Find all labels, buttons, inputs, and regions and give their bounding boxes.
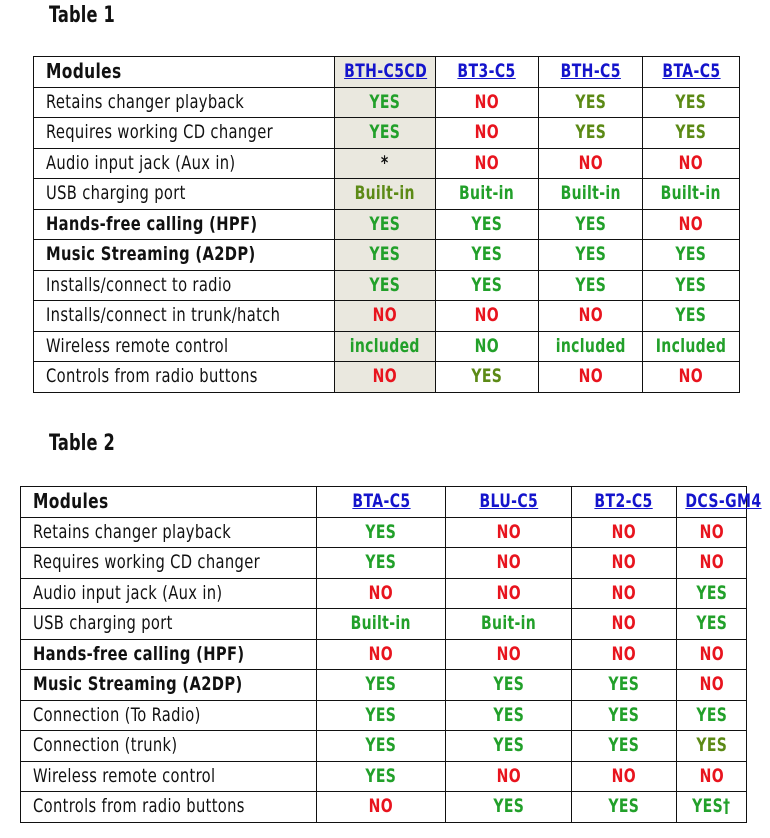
value-cell <box>677 578 747 609</box>
value-text: YES <box>696 612 727 635</box>
table-row <box>34 240 740 271</box>
value-text: NO <box>578 304 603 327</box>
value-cell <box>643 209 740 240</box>
value-text: YES <box>675 304 707 327</box>
value-cell <box>317 792 446 823</box>
value-cell <box>539 87 643 118</box>
value-text: included <box>555 334 626 357</box>
table-row <box>34 118 740 149</box>
feature-label-cell <box>21 578 317 609</box>
module-header-dcs-gm4[interactable] <box>677 487 762 518</box>
value-cell <box>446 731 572 762</box>
value-cell <box>572 609 677 640</box>
table-row <box>21 609 747 640</box>
module-link[interactable]: BTH-C5CD <box>344 60 428 83</box>
value-text: YES <box>369 273 401 296</box>
value-text: * <box>381 151 389 174</box>
value-cell <box>317 700 446 731</box>
value-text: YES <box>471 273 503 296</box>
value-cell <box>539 331 643 362</box>
value-text: YES <box>493 734 524 757</box>
table-row <box>34 148 740 179</box>
feature-label: Controls from radio buttons <box>46 365 258 388</box>
value-cell <box>436 331 539 362</box>
value-text: NO <box>474 334 500 357</box>
feature-label: Hands-free calling (HPF) <box>33 642 245 665</box>
table-row <box>34 301 740 332</box>
value-text: NO <box>611 581 637 604</box>
value-text: NO <box>699 520 724 543</box>
value-text: NO <box>678 151 704 174</box>
value-cell <box>436 362 539 393</box>
table-row <box>21 700 747 731</box>
value-text: NO <box>578 151 603 174</box>
value-text: Buit-in <box>480 612 537 635</box>
feature-label: Retains changer playback <box>46 90 245 113</box>
feature-label: Wireless remote control <box>33 764 216 787</box>
value-cell <box>335 148 436 179</box>
value-text: YES <box>575 121 606 144</box>
value-cell <box>436 118 539 149</box>
header-row <box>34 57 740 88</box>
value-text: Built-in <box>354 182 416 205</box>
modules-header-label: Modules <box>33 489 109 514</box>
value-text: YES <box>675 243 707 266</box>
feature-label: Installs/connect in trunk/hatch <box>46 304 281 327</box>
value-text: NO <box>611 764 637 787</box>
value-text: included <box>349 334 421 357</box>
value-text: YES <box>471 212 503 235</box>
value-cell <box>677 609 747 640</box>
feature-label: Connection (trunk) <box>33 734 178 757</box>
feature-label-cell <box>21 761 317 792</box>
value-text: Included <box>655 334 727 357</box>
value-text: NO <box>474 151 500 174</box>
value-text: NO <box>474 304 500 327</box>
value-text: YES <box>493 673 524 696</box>
value-cell <box>446 578 572 609</box>
module-link[interactable]: BTH-C5 <box>560 60 621 83</box>
value-text: Buit-in <box>459 182 515 205</box>
value-cell <box>317 609 446 640</box>
value-text: NO <box>611 520 637 543</box>
feature-label-cell <box>21 609 317 640</box>
value-cell <box>335 118 436 149</box>
feature-label: Requires working CD changer <box>46 121 273 144</box>
value-cell <box>572 670 677 701</box>
module-header-bt3-c5[interactable] <box>436 57 539 88</box>
feature-label-cell <box>21 517 317 548</box>
modules-header-label: Modules <box>46 59 122 84</box>
value-text: YES <box>575 243 606 266</box>
feature-label-cell <box>34 179 335 210</box>
value-cell <box>446 517 572 548</box>
value-text: YES <box>696 581 727 604</box>
value-text: NO <box>678 212 704 235</box>
value-text: YES <box>575 212 606 235</box>
value-cell <box>643 270 740 301</box>
value-text: YES <box>493 703 524 726</box>
value-cell <box>572 639 677 670</box>
module-header-bth-c5[interactable] <box>539 57 643 88</box>
feature-label-cell <box>34 87 335 118</box>
module-link[interactable]: BTA-C5 <box>661 60 721 83</box>
feature-label: Music Streaming (A2DP) <box>33 673 243 696</box>
feature-label: Wireless remote control <box>46 334 229 357</box>
value-cell <box>335 209 436 240</box>
value-text: NO <box>699 642 724 665</box>
value-cell <box>317 548 446 579</box>
value-text: YES <box>608 795 640 818</box>
feature-label: Installs/connect to radio <box>46 273 232 296</box>
value-cell <box>335 270 436 301</box>
value-text: NO <box>699 764 724 787</box>
value-text: NO <box>496 764 521 787</box>
table-row <box>21 517 747 548</box>
value-cell <box>446 670 572 701</box>
table-row <box>21 731 747 762</box>
module-header-bth-c5cd[interactable] <box>335 57 436 88</box>
value-text: YES <box>608 703 640 726</box>
table-row <box>21 761 747 792</box>
value-cell <box>572 731 677 762</box>
value-text: YES <box>675 273 707 296</box>
table-row <box>21 578 747 609</box>
value-cell <box>677 731 747 762</box>
module-header-bta-c5[interactable] <box>643 57 740 88</box>
value-cell <box>436 148 539 179</box>
value-text: NO <box>496 551 521 574</box>
feature-label: Audio input jack (Aux in) <box>33 581 223 604</box>
table-row <box>21 670 747 701</box>
value-text: YES <box>471 365 503 388</box>
value-cell <box>436 270 539 301</box>
value-cell <box>317 578 446 609</box>
value-cell <box>335 331 436 362</box>
table-1-title: Table 1 <box>49 3 115 28</box>
value-cell <box>436 179 539 210</box>
value-cell <box>539 301 643 332</box>
feature-label: Music Streaming (A2DP) <box>46 243 256 266</box>
table-row <box>34 362 740 393</box>
value-text: YES <box>369 90 401 113</box>
table-row <box>21 792 747 823</box>
table-row <box>34 179 740 210</box>
feature-label-cell <box>21 731 317 762</box>
value-text: Built-in <box>350 612 412 635</box>
value-text: YES† <box>692 795 731 818</box>
modules-header <box>21 487 317 518</box>
feature-label-cell <box>34 362 335 393</box>
value-text: YES <box>365 673 397 696</box>
feature-label-cell <box>21 639 317 670</box>
value-cell <box>643 179 740 210</box>
value-cell <box>335 179 436 210</box>
value-text: YES <box>696 703 727 726</box>
feature-label: Audio input jack (Aux in) <box>46 151 236 174</box>
module-header-bta-c5[interactable] <box>317 487 446 518</box>
comparison-table-1 <box>33 56 740 393</box>
feature-label: USB charging port <box>46 182 186 205</box>
value-cell <box>677 639 747 670</box>
value-cell <box>446 761 572 792</box>
value-text: YES <box>493 795 524 818</box>
value-cell <box>643 362 740 393</box>
value-cell <box>643 240 740 271</box>
value-text: NO <box>474 90 500 113</box>
value-text: YES <box>365 551 397 574</box>
value-text: YES <box>365 764 397 787</box>
feature-label: USB charging port <box>33 612 173 635</box>
feature-label: Requires working CD changer <box>33 551 260 574</box>
value-text: YES <box>675 121 707 144</box>
feature-label-cell <box>21 700 317 731</box>
value-cell <box>317 761 446 792</box>
value-cell <box>572 578 677 609</box>
value-text: NO <box>611 612 637 635</box>
table-row <box>34 209 740 240</box>
value-cell <box>539 209 643 240</box>
value-cell <box>539 270 643 301</box>
table-2-title: Table 2 <box>49 431 115 456</box>
comparison-table-2 <box>20 486 762 823</box>
value-cell <box>539 118 643 149</box>
value-cell <box>572 700 677 731</box>
value-cell <box>677 517 747 548</box>
value-text: YES <box>608 734 640 757</box>
value-cell <box>317 670 446 701</box>
value-cell <box>335 240 436 271</box>
value-text: NO <box>578 365 603 388</box>
table-row <box>34 87 740 118</box>
value-cell <box>317 731 446 762</box>
value-cell <box>436 209 539 240</box>
value-text: YES <box>369 243 401 266</box>
value-cell <box>539 148 643 179</box>
module-link[interactable]: BLU-C5 <box>479 490 538 513</box>
module-header-bt2-c5[interactable] <box>572 487 677 518</box>
value-cell <box>677 548 747 579</box>
value-text: YES <box>608 673 640 696</box>
value-cell <box>335 301 436 332</box>
feature-label-cell <box>21 670 317 701</box>
header-row <box>21 487 747 518</box>
value-text: NO <box>474 121 500 144</box>
module-link[interactable]: BTA-C5 <box>351 490 411 513</box>
value-cell <box>436 240 539 271</box>
modules-header <box>34 57 335 88</box>
value-text: NO <box>372 365 398 388</box>
feature-label-cell <box>34 209 335 240</box>
value-text: YES <box>575 90 606 113</box>
value-cell <box>643 301 740 332</box>
value-cell <box>677 670 747 701</box>
value-cell <box>677 700 747 731</box>
value-text: YES <box>369 121 401 144</box>
value-cell <box>446 700 572 731</box>
value-cell <box>446 609 572 640</box>
feature-label: Controls from radio buttons <box>33 795 245 818</box>
value-cell <box>572 548 677 579</box>
value-text: NO <box>368 642 394 665</box>
value-cell <box>335 87 436 118</box>
module-header-blu-c5[interactable] <box>446 487 572 518</box>
feature-label-cell <box>34 270 335 301</box>
value-cell <box>539 362 643 393</box>
value-text: YES <box>675 90 707 113</box>
value-cell <box>677 792 747 823</box>
value-text: Built-in <box>660 182 722 205</box>
value-cell <box>539 179 643 210</box>
value-cell <box>446 639 572 670</box>
value-text: NO <box>368 581 394 604</box>
value-text: NO <box>699 673 724 696</box>
value-cell <box>317 517 446 548</box>
value-cell <box>643 87 740 118</box>
feature-label-cell <box>34 118 335 149</box>
value-text: YES <box>369 212 401 235</box>
table-row <box>34 270 740 301</box>
value-cell <box>572 517 677 548</box>
feature-label: Connection (To Radio) <box>33 703 201 726</box>
value-cell <box>446 792 572 823</box>
value-text: NO <box>678 365 704 388</box>
value-cell <box>572 792 677 823</box>
value-text: YES <box>696 734 727 757</box>
feature-label-cell <box>34 240 335 271</box>
value-text: NO <box>496 642 521 665</box>
value-cell <box>572 761 677 792</box>
value-text: YES <box>365 703 397 726</box>
feature-label: Hands-free calling (HPF) <box>46 212 258 235</box>
table-row <box>21 639 747 670</box>
value-cell <box>436 301 539 332</box>
value-cell <box>643 148 740 179</box>
value-cell <box>317 639 446 670</box>
module-link[interactable]: DCS-GM4 <box>685 490 762 513</box>
value-text: NO <box>496 520 521 543</box>
value-cell <box>539 240 643 271</box>
value-text: YES <box>471 243 503 266</box>
feature-label-cell <box>34 331 335 362</box>
value-cell <box>436 87 539 118</box>
value-cell <box>335 362 436 393</box>
value-cell <box>677 761 747 792</box>
value-text: NO <box>372 304 398 327</box>
module-link[interactable]: BT2-C5 <box>594 490 654 513</box>
value-cell <box>446 548 572 579</box>
table-row <box>34 331 740 362</box>
module-link[interactable]: BT3-C5 <box>457 60 517 83</box>
value-text: NO <box>611 551 637 574</box>
table-row <box>21 548 747 579</box>
value-cell <box>643 118 740 149</box>
value-text: NO <box>699 551 724 574</box>
value-text: NO <box>611 642 637 665</box>
feature-label-cell <box>34 148 335 179</box>
value-text: NO <box>368 795 394 818</box>
value-text: Built-in <box>560 182 621 205</box>
value-cell <box>643 331 740 362</box>
value-text: YES <box>365 520 397 543</box>
feature-label-cell <box>21 792 317 823</box>
value-text: YES <box>365 734 397 757</box>
feature-label: Retains changer playback <box>33 520 232 543</box>
value-text: YES <box>575 273 606 296</box>
value-text: NO <box>496 581 521 604</box>
feature-label-cell <box>34 301 335 332</box>
feature-label-cell <box>21 548 317 579</box>
